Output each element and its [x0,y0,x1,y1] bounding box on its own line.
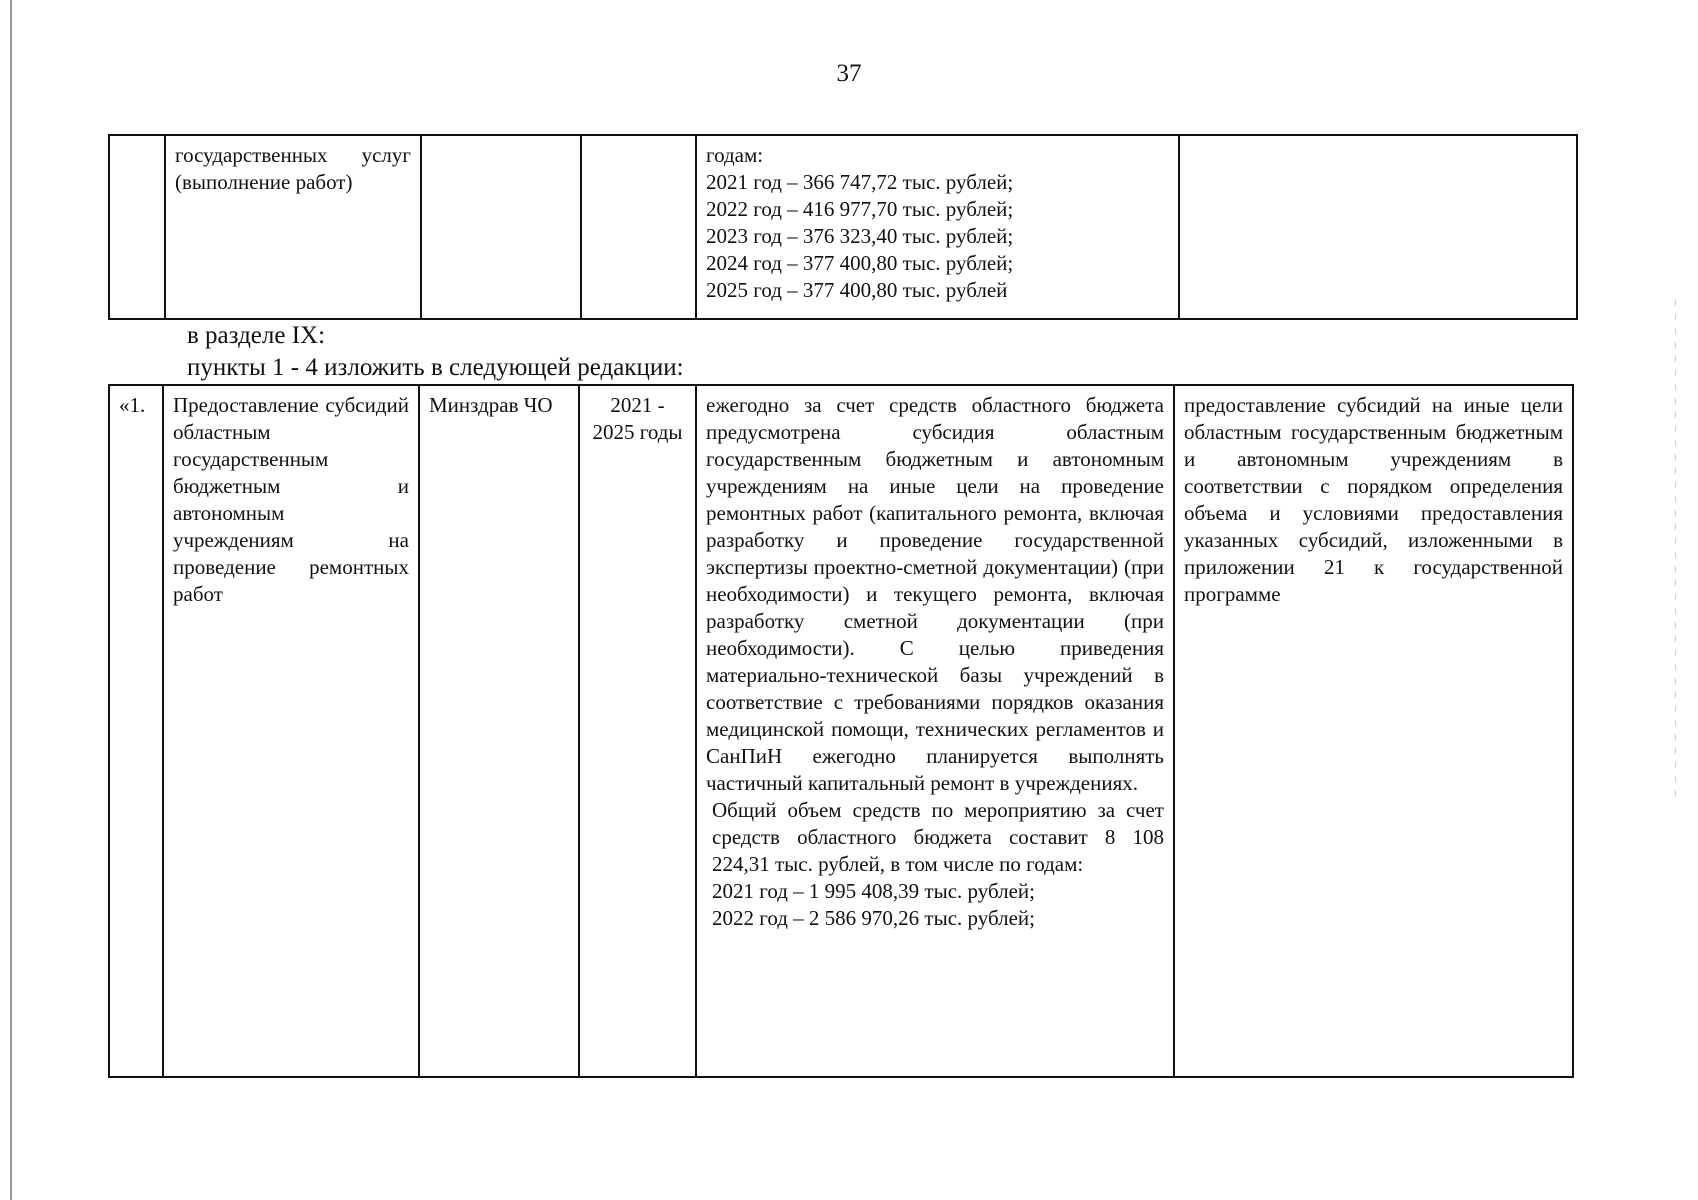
table-row [109,385,1573,1077]
cell-period [581,135,696,319]
measures-table [108,384,1574,1078]
cell-number [109,135,165,319]
cell-activity-name: Предоставление субсидий областным государственным бюджетным и автономным учреждениям на проведение ремонтных работ [163,385,419,1077]
cell-result: предоставление субсидий на иные цели областным государственным бюджетным и автономным учреждениям в соответствии с порядком определения объема и условиями предоставления указанных субсидий, изложенными в приложении 21 к государственной программе [1174,385,1573,1077]
scan-edge-right [1675,300,1676,800]
year-line: 2021 год – 1 995 408,39 тыс. рублей; [712,879,1036,903]
section-heading: в разделе IX: [187,322,326,349]
funding-line: 2021 год – 366 747,72 тыс. рублей; [706,170,1014,194]
cell-period: 2021 - 2025 годы [579,385,696,1077]
total-text: Общий объем средств по мероприятию за счет средств областного бюджета составит 8 108 224,31 тыс. рублей, в том числе по годам: [712,798,1164,876]
funding-line: 2024 год – 377 400,80 тыс. рублей; [706,251,1014,275]
year-line: 2022 год – 2 586 970,26 тыс. рублей; [712,906,1036,930]
cell-activity-name: государственных услуг (выполнение работ) [165,135,421,319]
cell-funding [696,135,1179,319]
cell-executor: Минздрав ЧО [419,385,579,1077]
description-text: ежегодно за счет средств областного бюджета предусмотрена субсидия областным государственным бюджетным и автономным учреждениям на иные цели на проведение ремонтных работ (капитального ремонта, включая разработку и проведение государственной экспертизы проектно-сметной документации) (при необходимости) и текущего ремонта, включая разработку сметной документации (при необходимости). С целью приведения материально-технической базы учреждений в соответствие с требованиями порядков оказания медицинской помощи, технических регламентов и СанПиН ежегодно планируется выполнять частичный капитальный ремонт в учреждениях. [706,393,1164,795]
page-number: 37 [836,60,862,87]
scan-edge-left [10,0,12,1200]
years-list [706,878,1164,932]
funding-line: годам: [706,143,764,167]
funding-line: 2023 год – 376 323,40 тыс. рублей; [706,224,1014,248]
cell-result [1179,135,1577,319]
cell-executor [421,135,581,319]
table-row [109,135,1577,319]
cell-number: «1. [109,385,163,1077]
cell-description [696,385,1174,1077]
funding-line: 2025 год – 377 400,80 тыс. рублей [706,278,1008,302]
instruction-text: пункты 1 - 4 изложить в следующей редакции: [187,354,684,381]
continuation-table [108,134,1578,320]
funding-line: 2022 год – 416 977,70 тыс. рублей; [706,197,1014,221]
